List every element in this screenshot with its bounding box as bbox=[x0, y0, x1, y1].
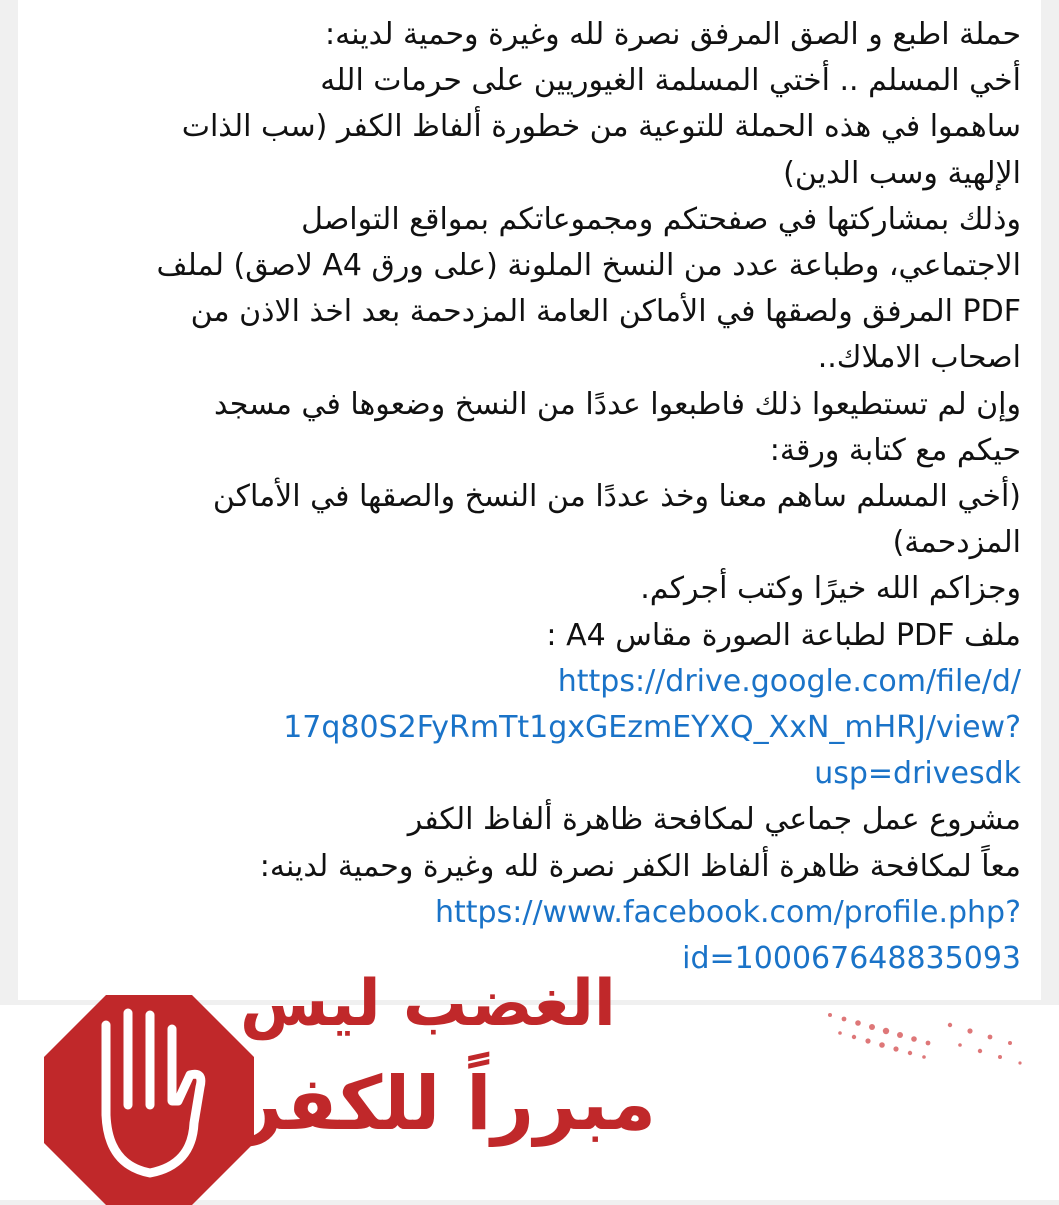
stop-hand-icon bbox=[44, 1005, 254, 1205]
post-text bbox=[48, 12, 1021, 982]
drive-link-line bbox=[48, 659, 1021, 705]
post-line: اصحاب الاملاك.. bbox=[817, 340, 1021, 376]
post-line: وذلك بمشاركتها في صفحتكم ومجموعاتكم بمواقع التواصل bbox=[301, 201, 1021, 237]
post-line: حيكم مع كتابة ورقة: bbox=[769, 432, 1021, 468]
post-line: ساهموا في هذه الحملة للتوعية من خطورة ألفاظ الكفر (سب الذات bbox=[181, 109, 1021, 145]
drive-link[interactable]: usp=drivesdk bbox=[814, 756, 1021, 792]
project-line: مشروع عمل جماعي لمكافحة ظاهرة ألفاظ الكفر bbox=[407, 802, 1021, 838]
post-line: ملف PDF لطباعة الصورة مقاس A4 : bbox=[546, 617, 1021, 653]
project-line: معاً لمكافحة ظاهرة ألفاظ الكفر نصرة لله وغيرة وحمية لدينه: bbox=[259, 848, 1021, 884]
attached-image[interactable] bbox=[0, 967, 1059, 1200]
post-card bbox=[18, 0, 1041, 1000]
drive-link[interactable]: 17q80S2FyRmTt1gxGEzmEYXQ_XxN_mHRJ/view? bbox=[283, 710, 1021, 746]
post-line: الإلهية وسب الدين) bbox=[783, 155, 1021, 191]
post-line: حملة اطبع و الصق المرفق نصرة لله وغيرة وحمية لدينه: bbox=[325, 17, 1021, 52]
facebook-link[interactable]: https://www.facebook.com/profile.php? bbox=[435, 894, 1021, 930]
post-line: PDF المرفق ولصقها في الأماكن العامة المزدحمة بعد اخذ الاذن من bbox=[190, 294, 1021, 330]
facebook-link[interactable]: id=100067648835093 bbox=[682, 941, 1021, 977]
facebook-link-line bbox=[48, 890, 1021, 936]
post-line: المزدحمة) bbox=[892, 525, 1021, 561]
drive-link[interactable]: https://drive.google.com/file/d/ bbox=[557, 663, 1021, 699]
post-line: وجزاكم الله خيرًا وكتب أجركم. bbox=[640, 571, 1021, 607]
banner-line-1: الغضب ليس bbox=[240, 967, 616, 1041]
post-line: (أخي المسلم ساهم معنا وخذ عددًا من النسخ والصقها في الأماكن bbox=[212, 479, 1021, 515]
post-line: أخي المسلم .. أختي المسلمة الغيوريين على حرمات الله bbox=[320, 63, 1021, 99]
drive-link-line bbox=[48, 705, 1021, 751]
drive-link-line bbox=[48, 751, 1021, 797]
post-line: الاجتماعي، وطباعة عدد من النسخ الملونة (على ورق A4 لاصق) لملف bbox=[156, 248, 1021, 284]
banner-line-2: مبرراً للكفر bbox=[240, 1061, 657, 1147]
post-line: وإن لم تستطيعوا ذلك فاطبعوا عددًا من النسخ وضعوها في مسجد bbox=[213, 386, 1021, 422]
decorative-dots bbox=[820, 1005, 1059, 1085]
